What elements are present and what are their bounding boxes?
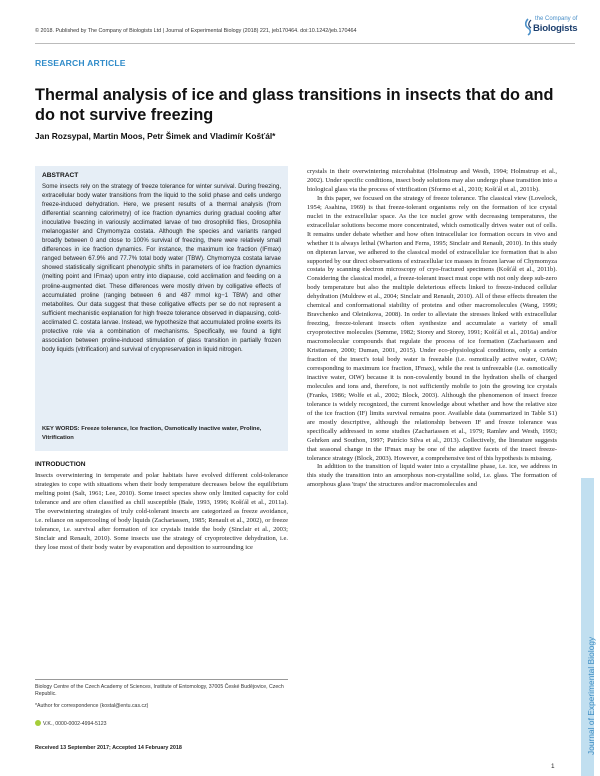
article-title: Thermal analysis of ice and glass transitions in insects that do and do not survive freezing bbox=[35, 86, 554, 124]
logo-text-the: the Company of bbox=[535, 16, 578, 22]
correspondence-footnote[interactable]: *Author for correspondence (kostal@entu.cas.cz) bbox=[35, 703, 149, 709]
body-paragraph: In addition to the transition of liquid water into a crystalline phase, i.e. ice, we address in this study the transition into an amorphous non-crystalline solid, i.e. glass. The formation of amorphous glass 'traps' the structures and/or macromolecules and bbox=[307, 463, 557, 489]
abstract-text: Some insects rely on the strategy of freeze tolerance for winter survival. During freezing, extracellular body water transitions from the liquid to the solid phase and cells undergo freeze-induced dehydration. Here, we present results of a thermal analysis (from differential scanning calorimetry) of ice fraction dynamics during gradual cooling after inoculative freezing in variously acclimated larvae of two drosophilid flies, Drosophila melanogaster and Chymomyza costata. Although the species and variants ranged broadly between 0 and close to 100% survival of freezing, there were relatively small differences in ice fraction dynamics. For instance, the maximum ice fraction (IFmax) ranged between 67.9% and 77.7% total body water (TBW). Chymomyza costata larvae showed statistically significant phenotypic shifts in parameters of ice fraction dynamics (melting point and IFmax) upon entry into diapause, cold acclimation and feeding on a proline-augmented diet. These differences were mostly driven by colligative effects of accumulated proline (ranging between 6 and 487 mmol kg−1 TBW) and other metabolites. Our data suggest that these colligative effects per se do not represent a sufficient mechanistic explanation for high freeze tolerance observed in diapausing, cold-acclimated C. costata larvae. Instead, we hypothesize that accumulated proline exerts its protective role via a combination of mechanisms. Specifically, we found a tight association between proline-induced stimulation of glass transition in partially frozen body liquids (vitrification) and survival of cryopreservation in liquid nitrogen. bbox=[42, 184, 281, 353]
affiliation-footnote: Biology Centre of the Czech Academy of Sciences, Institute of Entomology, 37005 České Budějovice, Czech Republic. bbox=[35, 684, 284, 698]
keywords bbox=[42, 425, 281, 442]
footnote-divider bbox=[35, 679, 288, 680]
page-number: 1 bbox=[551, 763, 555, 770]
company-of-biologists-logo[interactable] bbox=[523, 16, 578, 40]
body-paragraph: In this paper, we focused on the strategy of freeze tolerance. The classical view (Lovelock, 1954; Asahina, 1969) is that freeze-tolerant organisms rely on the formation of ice crystal nuclei in the extracellular space. As the ice nuclei grow with decreasing temperatures, the extracellular solutions become more concentrated, which osmotically drives water out of cells. It remains under debate whether and how often intracellular ice formation occurs in vivo and whether it is always lethal (Wharton and Ferns, 1995; Sinclair and Renault, 2010). In this study on dipteran larvae, we adhered to the classical model of extracellular ice formation that is also supported by our direct observations of extracellular ice masses in frozen larvae of Chymomyza costata by scanning electron microscopy of cryo-fractured specimens (Košťál et al., 2011b). Considering the classical model, a freeze-tolerant insect must cope with not only deep sub-zero body temperature but also the multiple deleterious effects linked to freeze-induced cellular dehydration (Muldrew et al., 2004; Sinclair and Renault, 2010). All of these effects threaten the chemical and conformational stability of proteins and other macromolecules (Wang, 1999; Bravchenko and Oleinikova, 2008). In order to alleviate the stresses linked with extracellular freezing, freeze-tolerant insects often synthesize and accumulate a variety of small cryoprotective molecules (Sømme, 1982; Storey and Storey, 1991; Košťál et al., 2016a) and/or macromolecular compounds that regulate the process of ice formation (Zachariassen and Kristiansen, 2000; Duman, 2001, 2015). Under eco-physiological conditions, only a certain fraction of the insect's total body water is freezable (i.e. osmotically active water, OAW; corresponding to maximum ice fraction, IFmax), while the rest is unfreezable (i.e. osmotically inactive water, OIW) because it is non-covalently bound in the hydration shells of charged molecules and ions and, therefore, is not sufficiently mobile to join the growing ice crystals (Franks, 1986; Wolfe et al., 2002; Block, 2003). Although the phenomenon of insect freeze tolerance is widely recognized, the current knowledge about whether and how the relative size of the ice fraction (IF) limits survival remains poor. Available data (summarized in Table S1) are mostly descriptive, although the relationship between IF and freeze tolerance was specifically addressed in some studies (Zachariassen et al., 1979; Ramløv and Westh, 1993; Gehrken and Southon, 1997; Patrício Silva et al., 2013). Collectively, the literature suggests that seasonal change in the IFmax may be one of the adaptive facets of the insect freeze-tolerance strategy (Block, 2003). However, a comprehensive test of this hypothesis is missing. bbox=[307, 194, 557, 462]
body-paragraph: crystals in their overwintering microhabitat (Holmstrup and Westh, 1994; Holmstrup et al., 2002). Under specific conditions, insect body solutions may also undergo phase transition into a biological glass via the process of vitrification (Sformo et al., 2010; Košťál et al., 2011b). bbox=[307, 168, 557, 193]
keywords-list: Freeze tolerance, Ice fraction, Osmotically inactive water, Proline, Vitrification bbox=[42, 426, 262, 441]
citation-line: © 2018. Published by The Company of Biologists Ltd | Journal of Experimental Biology (2018) 221, jeb170464. doi:10.1242/jeb.170464 bbox=[35, 28, 357, 34]
header-divider bbox=[35, 43, 575, 44]
introduction-text: Insects overwintering in temperate and polar habitats have evolved different cold-tolerance strategies to cope with situations when their body temperature decreases below the equilibrium melting point (Salt, 1961; Lee, 2010). Some insect species show only limited capacity for cold tolerance and are often classified as chill susceptible (Bale, 1993, 1996; Košťál et al., 2011a). The overwintering strategies of truly cold-tolerant insects are categorized as freeze avoidance, i.e. reliance on supercooling of body liquids (Zachariassen, 1985; Renault et al., 2002), or freeze tolerance, i.e. survival after formation of ice crystals inside the body (Sinclair et al., 2003; Sinclair and Renault, 2010). Some insects use the strategy of cryoprotective dehydration, i.e. they lose most of their body water by evaporation and deposition to surrounding ice bbox=[35, 472, 288, 551]
introduction-heading: INTRODUCTION bbox=[35, 461, 86, 468]
body-right-column bbox=[307, 168, 557, 490]
logo-text-biologists: Biologists bbox=[533, 23, 578, 34]
keywords-label: KEY WORDS: bbox=[42, 426, 80, 432]
abstract-heading: ABSTRACT bbox=[42, 172, 79, 179]
orcid-footnote[interactable] bbox=[35, 720, 288, 728]
orcid-text: V.K., 0000-0002-4994-5123 bbox=[43, 721, 107, 727]
received-accepted-dates: Received 13 September 2017; Accepted 14 February 2018 bbox=[35, 745, 182, 751]
section-label: RESEARCH ARTICLE bbox=[35, 58, 126, 68]
author-list[interactable]: Jan Rozsypal, Martin Moos, Petr Šimek and Vladimír Košťál* bbox=[35, 131, 276, 141]
orcid-icon bbox=[35, 720, 41, 726]
journal-spine-title: Journal of Experimental Biology bbox=[587, 636, 596, 755]
